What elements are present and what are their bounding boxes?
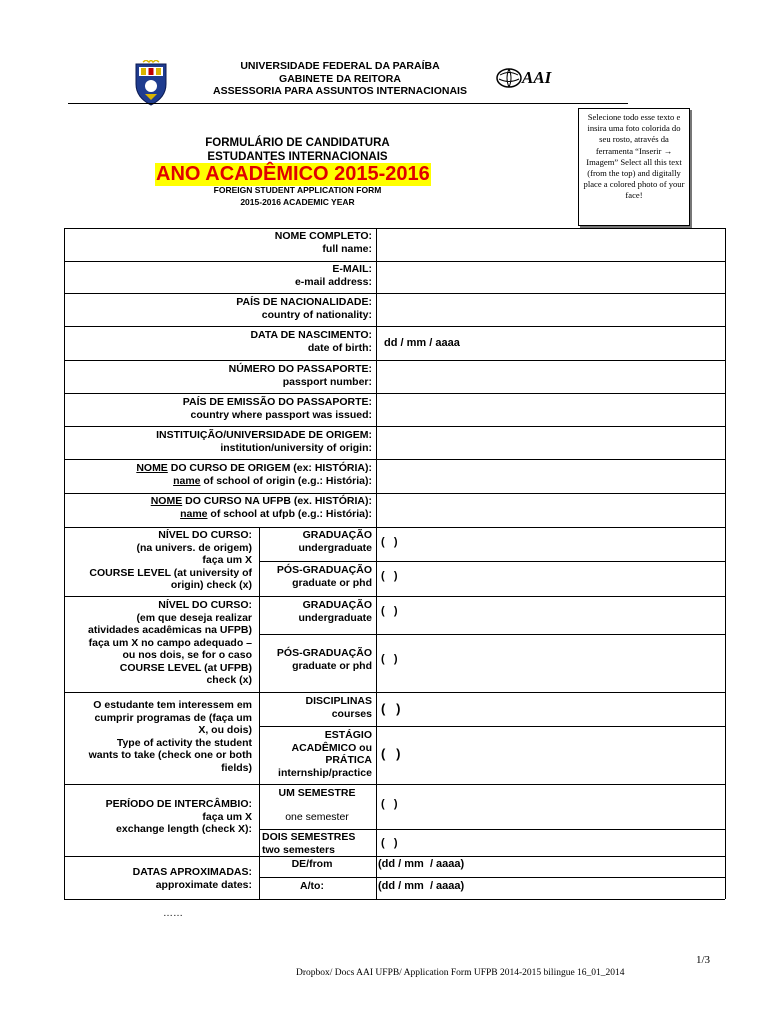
birth-en: date of birth: (307, 341, 372, 354)
ufpb-course-en (70, 508, 372, 521)
activity-courses-checkbox[interactable]: ( ) (381, 701, 401, 716)
activity-label: O estudante tem interessem em cumprir programas de (faça um X, ou dois) Type of activity the student wants to take (check one or both fields) (88, 699, 252, 774)
passport-country-pt: PAÍS DE EMISSÃO DO PASSAPORTE: (182, 396, 372, 408)
header-department: ASSESSORIA PARA ASSUNTOS INTERNACIONAIS (213, 85, 467, 97)
ufpb-course-label (70, 495, 372, 520)
academic-year-title: ANO ACADÊMICO 2015-2016 (156, 163, 430, 185)
origin-course-pt-rest: DO CURSO DE ORIGEM (ex: HISTÓRIA): (167, 462, 372, 474)
photo-placeholder-box[interactable] (578, 108, 690, 226)
nationality-input[interactable] (378, 294, 724, 325)
ufpb-course-pt-rest: DO CURSO NA UFPB (ex. HISTÓRIA): (182, 495, 372, 507)
origin-course-input[interactable] (378, 460, 724, 492)
full-name-pt: NOME COMPLETO: (274, 230, 372, 242)
form-title-english (180, 184, 415, 208)
level-origin-label: NÍVEL DO CURSO: (na univers. de origem) faça um X COURSE LEVEL (at university of origin) check (x) (89, 529, 252, 591)
institution-header (190, 60, 490, 98)
nationality-label (70, 296, 372, 321)
level-ufpb-grad-checkbox[interactable]: ( ) (381, 653, 398, 665)
passport-country-input[interactable] (378, 394, 724, 425)
level-ufpb-undergrad-label: GRADUAÇÃO undergraduate (298, 599, 372, 624)
form-title-line2: ESTUDANTES INTERNACIONAIS (207, 151, 388, 163)
header-rule (68, 103, 628, 104)
photo-instructions: Selecione todo esse texto e insira uma foto colorida do seu rosto, através da ferramenta “Inserir → Imagem” Select all this text (from the top) and digitally place a colored photo of your face! (583, 112, 685, 201)
ufpb-course-pt (70, 495, 372, 508)
level-origin-undergrad-label: GRADUAÇÃO undergraduate (298, 529, 372, 554)
passport-pt: NÚMERO DO PASSAPORTE: (228, 363, 372, 375)
form-title (180, 136, 415, 164)
origin-course-en (70, 475, 372, 488)
period-label: PERÍODO DE INTERCÂMBIO: faça um X exchange length (check X): (105, 798, 252, 835)
level-ufpb-grad-label: PÓS-GRADUAÇÃO graduate or phd (276, 647, 372, 672)
origin-course-label (70, 462, 372, 487)
institution-label (70, 429, 372, 454)
period-two-semesters-label: DOIS SEMESTRES two semesters (262, 831, 356, 856)
ufpb-course-input[interactable] (378, 494, 724, 526)
institution-pt: INSTITUIÇÃO/UNIVERSIDADE DE ORIGEM: (156, 429, 372, 441)
origin-course-pt (70, 462, 372, 475)
period-one-semester-checkbox[interactable]: ( ) (381, 798, 398, 810)
aai-logo-icon (495, 66, 560, 90)
origin-course-pt-underlined: NOME (136, 462, 168, 474)
nationality-en: country of nationality: (261, 308, 372, 321)
dates-from-input[interactable]: (dd / mm / aaaa) (378, 858, 465, 870)
ufpb-course-en-rest: of school at ufpb (e.g.: História): (207, 507, 372, 520)
email-input[interactable] (378, 262, 724, 292)
birth-date-input[interactable]: dd / mm / aaaa (384, 337, 460, 349)
level-origin-grad-label: PÓS-GRADUAÇÃO graduate or phd (276, 564, 372, 589)
dates-to-label: A/to: (300, 880, 324, 892)
dates-to-input[interactable]: (dd / mm / aaaa) (378, 880, 465, 892)
activity-internship-checkbox[interactable]: ( ) (381, 746, 401, 761)
header-office: GABINETE DA REITORA (279, 72, 401, 85)
full-name-label (70, 230, 372, 255)
level-origin-undergrad-checkbox[interactable]: ( ) (381, 536, 398, 548)
email-en: e-mail address: (294, 275, 372, 288)
institution-input[interactable] (378, 427, 724, 458)
origin-course-en-underlined: name (173, 474, 201, 487)
birth-label (70, 329, 372, 354)
page-number: 1/3 (696, 954, 711, 966)
origin-course-en-rest: of school of origin (e.g.: História): (200, 474, 372, 487)
aai-logo-text: AAI (522, 68, 552, 87)
institution-en: institution/university of origin: (220, 441, 372, 454)
nationality-pt: PAÍS DE NACIONALIDADE: (236, 296, 372, 308)
passport-country-en: country where passport was issued: (190, 408, 372, 421)
passport-input[interactable] (378, 361, 724, 392)
form-title-line1: FORMULÁRIO DE CANDIDATURA (205, 137, 390, 149)
ufpb-course-pt-underlined: NOME (150, 495, 183, 507)
activity-courses-label: DISCIPLINAS courses (305, 695, 372, 720)
university-crest-icon (133, 60, 169, 106)
birth-pt: DATA DE NASCIMENTO: (250, 329, 372, 341)
header-university: UNIVERSIDADE FEDERAL DA PARAÍBA (240, 60, 440, 72)
full-name-input[interactable] (378, 229, 724, 260)
email-pt: E-MAIL: (332, 263, 372, 275)
passport-label (70, 363, 372, 388)
email-label (70, 263, 372, 288)
form-title-en1: FOREIGN STUDENT APPLICATION FORM (213, 185, 382, 195)
dates-label: DATAS APROXIMADAS: approximate dates: (132, 866, 252, 891)
period-one-semester-pt: UM SEMESTRE (278, 787, 356, 799)
passport-en: passport number: (282, 375, 372, 388)
level-ufpb-undergrad-checkbox[interactable]: ( ) (381, 605, 398, 617)
passport-country-label (70, 396, 372, 421)
level-origin-grad-checkbox[interactable]: ( ) (381, 570, 398, 582)
period-one-semester-en: one semester (285, 811, 349, 823)
ellipsis: …… (163, 908, 183, 919)
footer-file-path: Dropbox/ Docs AAI UFPB/ Application Form UFPB 2014-2015 bilingue 16_01_2014 (296, 968, 625, 978)
ufpb-course-en-underlined: name (180, 507, 208, 520)
activity-internship-label: ESTÁGIO ACADÊMICO ou PRÁTICA internship/practice (278, 729, 372, 779)
dates-from-label: DE/from (291, 858, 333, 870)
period-two-semesters-checkbox[interactable]: ( ) (381, 837, 398, 849)
level-ufpb-label: NÍVEL DO CURSO: (em que deseja realizar atividades acadêmicas na UFPB) faça um X no campo adequado – ou nos dois, se for o caso COURSE LEVEL (at UFPB) check (x) (88, 599, 252, 686)
form-title-en2: 2015-2016 ACADEMIC YEAR (240, 197, 355, 207)
full-name-en: full name: (322, 242, 372, 255)
